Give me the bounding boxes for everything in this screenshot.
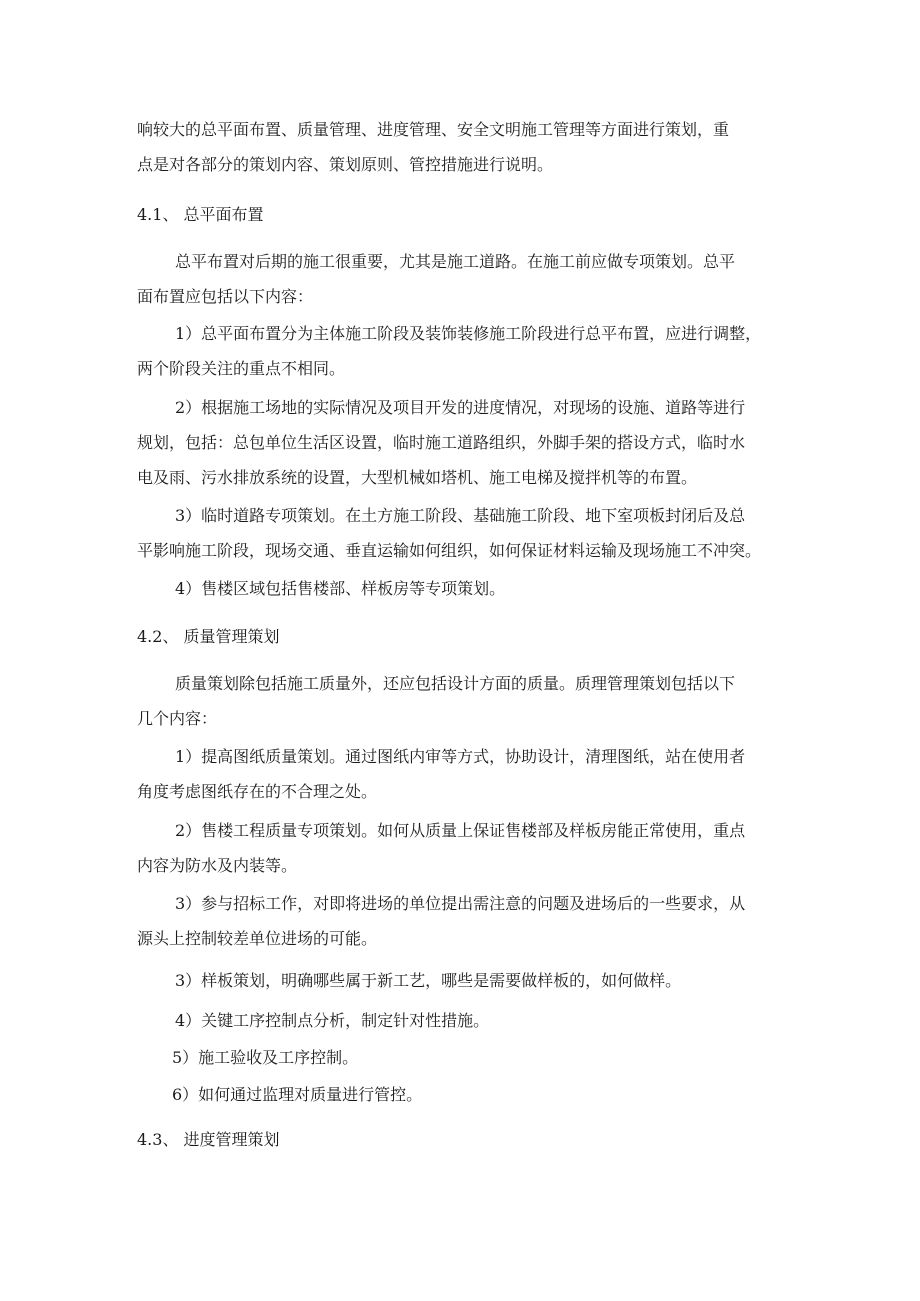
list-item-line: 2）根据施工场地的实际情况及项目开发的进度情况，对现场的设施、道路等进行: [175, 398, 746, 417]
list-item-line: 6）如何通过监理对质量进行管控。: [172, 1085, 423, 1104]
paragraph-line: 面布置应包括以下内容：: [137, 287, 314, 306]
list-item-line: 3）样板策划，明确哪些属于新工艺，哪些是需要做样板的，如何做样。: [175, 971, 682, 990]
list-item-line: 3）临时道路专项策划。在土方施工阶段、基础施工阶段、地下室项板封闭后及总: [175, 506, 746, 525]
list-item-line: 4）关键工序控制点分析，制定针对性措施。: [175, 1011, 490, 1030]
list-item-line: 1）提高图纸质量策划。通过图纸内审等方式，协助设计，清理图纸，站在使用者: [175, 747, 746, 766]
intro-line-2: 点是对各部分的策划内容、策划原则、管控措施进行说明。: [137, 155, 554, 174]
list-item-line: 源头上控制较差单位进场的可能。: [137, 929, 378, 948]
list-item-line: 角度考虑图纸存在的不合理之处。: [137, 782, 378, 801]
list-item-line: 内容为防水及内装等。: [137, 856, 298, 875]
list-item-line: 3）参与招标工作，对即将进场的单位提出需注意的问题及进场后的一些要求，从: [175, 894, 746, 913]
list-item-line: 两个阶段关注的重点不相同。: [137, 359, 346, 378]
list-item-line: 1）总平面布置分为主体施工阶段及装饰装修施工阶段进行总平布置，应进行调整，: [175, 324, 762, 343]
list-item-line: 电及雨、污水排放系统的设置，大型机械如塔机、施工电梯及搅拌机等的布置。: [137, 468, 698, 487]
section-heading-4-2: 4.2、 质量管理策划: [137, 627, 280, 646]
list-item-line: 5）施工验收及工序控制。: [172, 1048, 359, 1067]
paragraph-line: 总平布置对后期的施工很重要，尤其是施工道路。在施工前应做专项策划。总平: [175, 252, 736, 271]
list-item-line: 平影响施工阶段，现场交通、垂直运输如何组织，如何保证材料运输及现场施工不冲突。: [137, 541, 762, 560]
list-item-line: 4）售楼区域包括售楼部、样板房等专项策划。: [175, 579, 506, 598]
paragraph-line: 几个内容：: [137, 709, 218, 728]
section-heading-4-1: 4.1、 总平面布置: [137, 205, 264, 224]
list-item-line: 规划，包括：总包单位生活区设置，临时施工道路组织，外脚手架的搭设方式，临时水: [137, 433, 746, 452]
list-item-line: 2）售楼工程质量专项策划。如何从质量上保证售楼部及样板房能正常使用，重点: [175, 821, 746, 840]
paragraph-line: 质量策划除包括施工质量外，还应包括设计方面的质量。质理管理策划包括以下: [175, 674, 736, 693]
section-heading-4-3: 4.3、 进度管理策划: [137, 1130, 280, 1149]
intro-line-1: 响较大的总平面布置、质量管理、进度管理、安全文明施工管理等方面进行策划，重: [137, 120, 730, 139]
